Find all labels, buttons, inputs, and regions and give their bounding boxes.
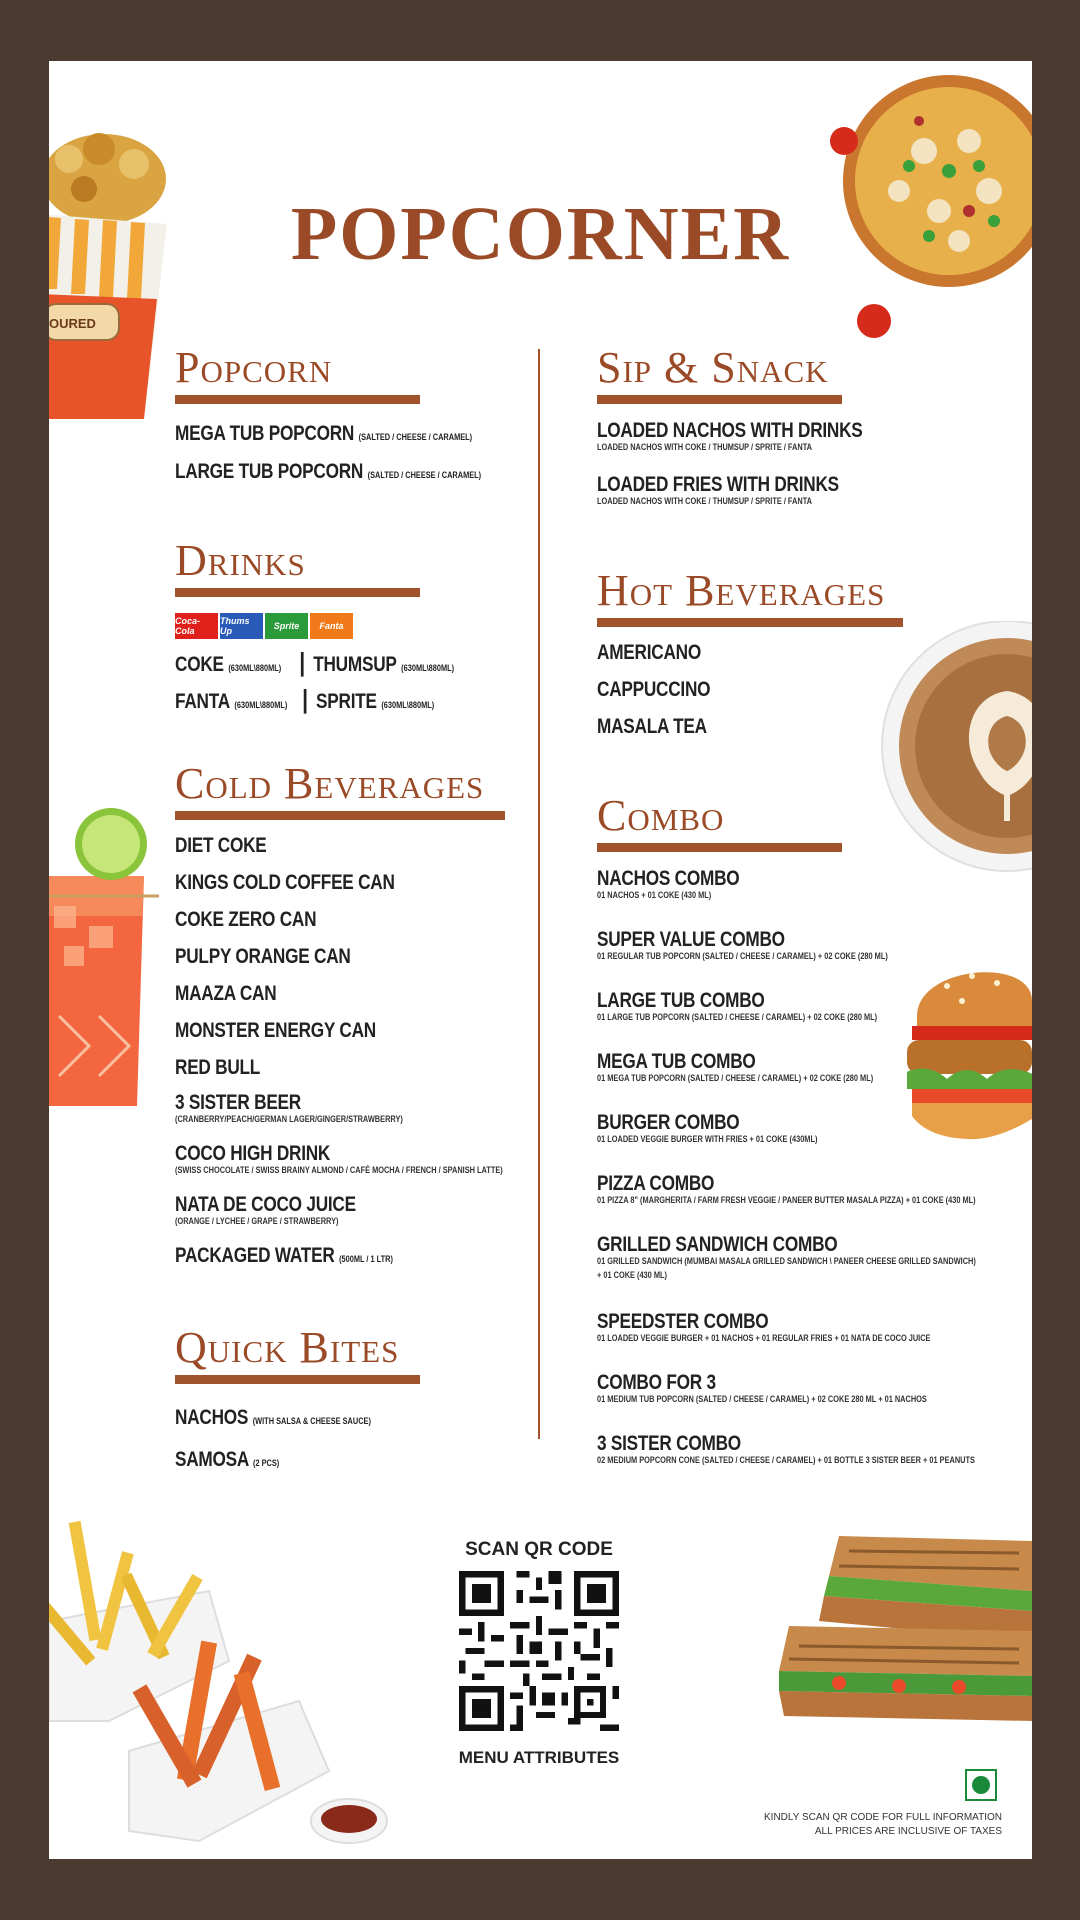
menu-item (597, 1311, 1032, 1372)
section-title: Quick Bites (175, 1323, 400, 1372)
menu-item: COKE ZERO CAN (175, 908, 317, 931)
item-name: 3 SISTER COMBO (597, 1432, 741, 1455)
item-name: COCO HIGH DRINK (175, 1142, 331, 1165)
section-title: Sip & Snack (597, 343, 829, 392)
menu-item (597, 1234, 1032, 1311)
item-description: 01 MEDIUM TUB POPCORN (SALTED / CHEESE / CARAMEL) + 02 COKE 280 ML + 01 NACHOS (597, 1394, 927, 1404)
fanta-logo: Fanta (310, 613, 353, 639)
qr-heading: SCAN QR CODE (465, 1539, 613, 1560)
qr-code[interactable] (459, 1571, 619, 1731)
item-description: 01 MEGA TUB POPCORN (SALTED / CHEESE / CARAMEL) + 02 COKE (280 ML) (597, 1073, 874, 1083)
item-description: LOADED NACHOS WITH COKE / THUMSUP / SPRITE / FANTA (597, 442, 812, 452)
section-title: Cold Beverages (175, 759, 485, 808)
drink-row: FANTA (630ML\880ML) | SPRITE (630ML\880ML) (175, 684, 435, 714)
menu-item (597, 1112, 1032, 1173)
menu-item: MAAZA CAN (175, 982, 277, 1005)
item-name: SUPER VALUE COMBO (597, 928, 785, 951)
menu-item: DIET COKE (175, 834, 267, 857)
item-description: + 01 COKE (430 ML) (597, 1270, 667, 1280)
item-name: NATA DE COCO JUICE (175, 1193, 356, 1216)
menu-item: SAMOSA (2 PCS) (175, 1448, 280, 1471)
item-name: PIZZA COMBO (597, 1172, 715, 1195)
item-name: LOADED NACHOS WITH DRINKS (597, 419, 863, 442)
menu-item (597, 990, 1032, 1051)
footer-line: ALL PRICES ARE INCLUSIVE OF TAXES (814, 1826, 1002, 1837)
item-name: LOADED FRIES WITH DRINKS (597, 473, 839, 496)
menu-item (597, 420, 921, 474)
fries-image (49, 1501, 389, 1859)
item-name: MEGA TUB COMBO (597, 1050, 756, 1073)
item-description: 01 LOADED VEGGIE BURGER + 01 NACHOS + 01 REGULAR FRIES + 01 NATA DE COCO JUICE (597, 1333, 931, 1343)
item-description: 01 LARGE TUB POPCORN (SALTED / CHEESE / CARAMEL) + 02 COKE (280 ML) (597, 1012, 878, 1022)
drink-row: COKE (630ML\880ML) | THUMSUP (630ML\880ML) (175, 647, 455, 677)
section-underline (175, 811, 505, 820)
item-name: COMBO FOR 3 (597, 1371, 716, 1394)
menu-item: PULPY ORANGE CAN (175, 945, 351, 968)
section-underline (597, 843, 842, 852)
section-underline (597, 395, 842, 404)
section-title: Drinks (175, 536, 306, 585)
item-description: (SWISS CHOCOLATE / SWISS BRAINY ALMOND / CAFÉ MOCHA / FRENCH / SPANISH LATTE) (175, 1165, 503, 1175)
item-name: 3 SISTER BEER (175, 1091, 301, 1114)
menu-item (597, 868, 1032, 929)
item-description: (CRANBERRY/PEACH/GERMAN LAGER/GINGER/STRAWBERRY) (175, 1114, 403, 1124)
menu-item (597, 1051, 1032, 1112)
sandwich-image (779, 1531, 1032, 1721)
menu-item (597, 474, 921, 506)
footer-line: KINDLY SCAN QR CODE FOR FULL INFORMATION (764, 1812, 1002, 1823)
section-underline (597, 618, 903, 627)
coca-cola-logo: Coca-Cola (175, 613, 218, 639)
menu-board (49, 61, 1032, 1859)
menu-item: AMERICANO (597, 641, 701, 664)
item-description: 01 GRILLED SANDWICH (MUMBAI MASALA GRILLED SANDWICH \ PANEER CHEESE GRILLED SANDWICH) (597, 1256, 976, 1266)
menu-item: NACHOS (WITH SALSA & CHEESE SAUCE) (175, 1406, 371, 1429)
hot-beverages-section (597, 566, 903, 739)
section-underline (175, 1375, 420, 1384)
cold-beverages-section (175, 759, 575, 1268)
menu-item (175, 1143, 575, 1194)
section-underline (175, 588, 420, 597)
separator: | (302, 684, 308, 714)
popcorn-bucket-label: OURED (49, 316, 96, 331)
qr-block (449, 1539, 629, 1768)
menu-item (597, 1372, 1032, 1433)
item-name: LARGE TUB COMBO (597, 989, 765, 1012)
menu-item (597, 1173, 1032, 1234)
item-description: 01 REGULAR TUB POPCORN (SALTED / CHEESE / CARAMEL) + 02 COKE (280 ML) (597, 951, 888, 961)
popcorn-section (175, 343, 548, 484)
thums-up-logo: Thums Up (220, 613, 263, 639)
menu-item: KINGS COLD COFFEE CAN (175, 871, 395, 894)
sip-snack-section (597, 343, 921, 506)
menu-item: PACKAGED WATER (500ML / 1 LTR) (175, 1244, 393, 1267)
item-name: GRILLED SANDWICH COMBO (597, 1233, 838, 1256)
brand-title: POPCORNER (290, 192, 791, 276)
section-title: Hot Beverages (597, 566, 886, 615)
menu-item (175, 1092, 575, 1143)
menu-item (175, 1194, 575, 1244)
drink-logos (175, 613, 515, 639)
sprite-logo: Sprite (265, 613, 308, 639)
drinks-section (175, 536, 515, 715)
qr-caption: MENU ATTRIBUTES (458, 1748, 620, 1767)
cold-drink-image (49, 786, 159, 1116)
item-description: 01 NACHOS + 01 COKE (430 ML) (597, 890, 712, 900)
menu-item: MASALA TEA (597, 715, 707, 738)
item-name: SPEEDSTER COMBO (597, 1310, 769, 1333)
veg-mark-icon (965, 1769, 997, 1801)
item-name: BURGER COMBO (597, 1111, 740, 1134)
menu-item (597, 929, 1032, 990)
menu-item (597, 1433, 1032, 1465)
item-name: NACHOS COMBO (597, 867, 740, 890)
item-description: 01 LOADED VEGGIE BURGER WITH FRIES + 01 COKE (430ML) (597, 1134, 818, 1144)
section-title: Popcorn (175, 343, 333, 392)
item-description: LOADED NACHOS WITH COKE / THUMSUP / SPRITE / FANTA (597, 496, 812, 506)
menu-item: CAPPUCCINO (597, 678, 711, 701)
footer-note (764, 1811, 1002, 1839)
separator: | (299, 647, 306, 677)
section-title: Combo (597, 791, 725, 840)
menu-item: LARGE TUB POPCORN (SALTED / CHEESE / CARAMEL) (175, 460, 482, 483)
item-description: (ORANGE / LYCHEE / GRAPE / STRAWBERRY) (175, 1216, 339, 1226)
menu-item: RED BULL (175, 1056, 261, 1079)
section-underline (175, 395, 420, 404)
quick-bites-section (175, 1323, 420, 1472)
menu-item: MEGA TUB POPCORN (SALTED / CHEESE / CARAMEL) (175, 422, 473, 445)
menu-item: MONSTER ENERGY CAN (175, 1019, 376, 1042)
item-description: 02 MEDIUM POPCORN CONE (SALTED / CHEESE / CARAMEL) + 01 BOTTLE 3 SISTER BEER + 01 PEANUTS (597, 1455, 975, 1465)
item-description: 01 PIZZA 8" (MARGHERITA / FARM FRESH VEGGIE / PANEER BUTTER MASALA PIZZA) + 01 COKE (430 ML) (597, 1195, 976, 1205)
combo-section (597, 791, 1032, 1465)
